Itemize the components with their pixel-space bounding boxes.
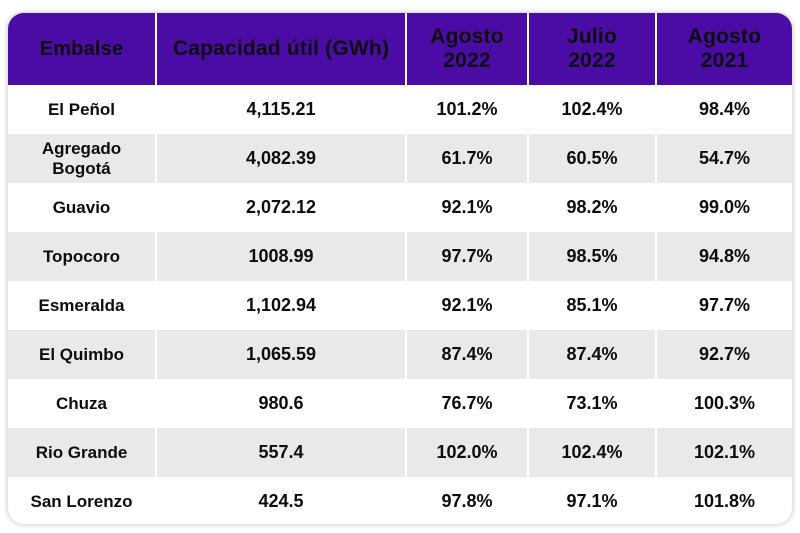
cell-embalse-line1: Rio Grande [35,442,128,462]
cell-agosto-2022: 92.1% [406,281,528,330]
cell-agosto-2021: 102.1% [656,428,792,477]
column-header-julio-2022 [528,13,656,85]
table-row [8,379,792,428]
table-row [8,428,792,477]
cell-embalse [8,85,156,134]
column-header-agosto-2021 [656,13,792,85]
table-row [8,134,792,183]
cell-capacidad: 1,065.59 [156,330,406,379]
cell-capacidad: 1,102.94 [156,281,406,330]
cell-julio-2022: 98.2% [528,183,656,232]
cell-embalse [8,477,156,524]
cell-agosto-2021: 101.8% [656,477,792,524]
cell-julio-2022: 97.1% [528,477,656,524]
cell-embalse [8,134,156,183]
cell-agosto-2021: 92.7% [656,330,792,379]
cell-embalse [8,330,156,379]
cell-julio-2022: 85.1% [528,281,656,330]
cell-capacidad: 424.5 [156,477,406,524]
cell-agosto-2022: 76.7% [406,379,528,428]
column-header-agosto-2021-line2: 2021 [700,49,749,72]
cell-embalse-line1: Guavio [52,197,111,217]
column-header-capacidad: Capacidad útil (GWh) [156,13,406,85]
cell-embalse [8,183,156,232]
cell-julio-2022: 87.4% [528,330,656,379]
table-body [8,85,792,524]
table-row [8,477,792,524]
cell-embalse-line1: El Quimbo [39,344,124,364]
cell-julio-2022: 73.1% [528,379,656,428]
cell-capacidad: 2,072.12 [156,183,406,232]
cell-agosto-2022: 101.2% [406,85,528,134]
cell-julio-2022: 102.4% [528,428,656,477]
cell-agosto-2021: 54.7% [656,134,792,183]
cell-agosto-2022: 97.8% [406,477,528,524]
column-header-agosto-2022-line2: 2022 [443,49,491,72]
table-header-row [8,13,792,85]
column-header-julio-2022-line2: 2022 [568,49,616,72]
cell-embalse-line1: San Lorenzo [30,491,133,511]
table-header [8,13,792,85]
table-row [8,330,792,379]
cell-embalse-line1: Chuza [56,393,107,413]
cell-embalse-line1: Agregado [41,138,122,158]
column-header-agosto-2021-line1: Agosto [687,24,762,48]
cell-agosto-2022: 102.0% [406,428,528,477]
column-header-embalse: Embalse [8,13,156,85]
column-header-agosto-2022-line1: Agosto [430,24,504,48]
table-row [8,183,792,232]
cell-capacidad: 4,115.21 [156,85,406,134]
cell-embalse [8,281,156,330]
cell-agosto-2021: 100.3% [656,379,792,428]
cell-embalse [8,379,156,428]
cell-julio-2022: 98.5% [528,232,656,281]
cell-embalse-line2: Bogotá [52,158,111,178]
reservoir-table [8,13,792,524]
cell-embalse-line1: El Peñol [47,99,116,119]
cell-capacidad: 1008.99 [156,232,406,281]
table-row [8,232,792,281]
cell-embalse-line1: Esmeralda [38,295,125,315]
cell-agosto-2021: 94.8% [656,232,792,281]
cell-agosto-2021: 97.7% [656,281,792,330]
table-row [8,85,792,134]
cell-agosto-2022: 87.4% [406,330,528,379]
column-header-agosto-2022 [406,13,528,85]
cell-julio-2022: 102.4% [528,85,656,134]
cell-embalse-line1: Topocoro [42,246,121,266]
cell-capacidad: 557.4 [156,428,406,477]
cell-agosto-2022: 97.7% [406,232,528,281]
cell-capacidad: 980.6 [156,379,406,428]
cell-agosto-2021: 98.4% [656,85,792,134]
column-header-julio-2022-line1: Julio [566,24,617,48]
cell-agosto-2022: 92.1% [406,183,528,232]
table-row [8,281,792,330]
cell-julio-2022: 60.5% [528,134,656,183]
reservoir-table-card [8,13,792,524]
cell-embalse [8,428,156,477]
cell-embalse [8,232,156,281]
cell-agosto-2022: 61.7% [406,134,528,183]
cell-agosto-2021: 99.0% [656,183,792,232]
cell-capacidad: 4,082.39 [156,134,406,183]
